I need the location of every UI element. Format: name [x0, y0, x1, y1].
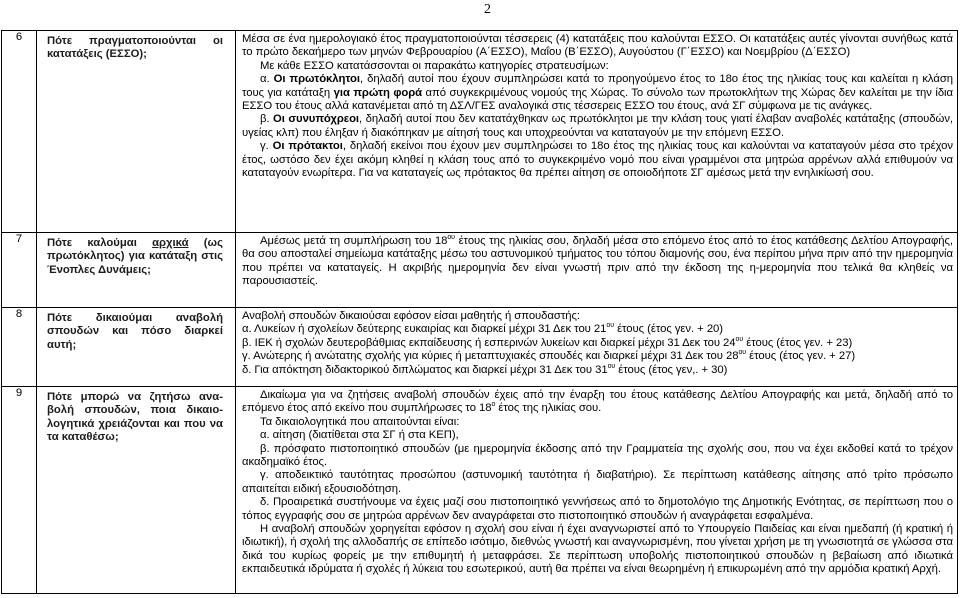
faq-table — [1, 30, 958, 594]
question-cell: Πότε δικαιούμαι αναβολή σπουδών και πόσο διαρκεί αυτή; — [37, 308, 236, 387]
question-cell: Πότε μπορώ να ζητήσω ανα-βολή σπουδών, ποια δικαιο-λογητικά χρειάζονται και που να τα καταθέσω; — [37, 387, 236, 594]
answer-paragraph: Αναβολή σπουδών δικαιούσαι εφόσον είσαι μαθητής ή σπουδαστής: — [242, 310, 580, 322]
row-number: 8 — [2, 308, 37, 387]
answer-cell — [236, 308, 958, 387]
answer-paragraph: Δικαίωμα για να ζητήσεις αναβολή σπουδών έχεις από την έναρξη του έτους κατάθεσης Δελτίου Απογραφής και μετά, δηλαδή από το επόμενο έτος από εκείνο που συμπλήρωσες το $18^o$ έτος της ηλικίας σου. — [242, 389, 953, 415]
answer-paragraph: Τα δικαιολογητικά που απαιτούνται είναι: — [260, 415, 460, 428]
row-number: 7 — [2, 233, 37, 308]
answer-paragraph: α. Οι πρωτόκλητοι, δηλαδή αυτοί που έχουν συμπληρώσει κατά το προηγούμενο έτος το 18ο έτος της ηλικίας τους και καλείται η κλάση τους για κατάταξη για πρώτη φορά από συγκεκριμένους νομούς της Χώρας. Το σύνολο των πρωτοκλήτων της Χώρας δεν καλείται με την ίδια ΕΣΣΟ του έτους αλλά κατανέμεται από τη ΔΣΛ/ΓΕΣ αναλογικά στις τέσσερεις ΕΣΣΟ του έτους, ανά ΣΓ σύμφωνα με τις ανάγκες. — [242, 73, 953, 113]
answer-paragraph: Με κάθε ΕΣΣΟ κατατάσσονται οι παρακάτω κατηγορίες στρατευσίμων: — [260, 59, 609, 72]
list-item: β. ΙΕΚ ή σχολών δευτεροβάθμιας εκπαίδευσης ή εσπερινών λυκείων και διαρκεί μέχρι 31 Δεκ του $24^{o\upsilon}$ έτους (έτος γεν. + 23) — [242, 336, 853, 349]
table-row — [2, 31, 958, 233]
question-cell: Πότε πραγματοποιούνται οι κατατάξεις (ΕΣΣΟ); — [37, 31, 236, 233]
list-item: δ. Προαιρετικά συστήνουμε να έχεις μαζί σου πιστοποιητικό γεννήσεως από το δημοτολόγιο της Δημοτικής Ενότητας, σε περίπτωση που ο τόπος εγγραφής σου σε μητρώα αρρένων δεν αναγράφεται στο πιστοποιητικό σπουδών ή αναγράφεται εσφαλμένα. — [242, 496, 953, 522]
list-item: α. αίτηση (διατίθεται στα ΣΓ ή στα ΚΕΠ), — [260, 429, 459, 442]
answer-paragraph: Αμέσως μετά τη συμπλήρωση του $18^{o\upsilon}$ έτους της ηλικίας σου, δηλαδή μέσα στο επόμενο έτος από το έτος κατάθεσης Δελτίου Απογραφής, θα σου αποσταλεί σημείωμα κατάταξης μέσω του αστυνομικού τμήματος του τόπου διαμονής σου, ένα περίπου μήνα πριν από την ημερομηνία που πρέπει να καταταγείς. Η ακριβής ημερομηνία δεν είναι γνωστή πριν από την έκδοση της η-μερομηνία που τελικά θα κληθείς να παρουσιαστείς. — [242, 234, 953, 288]
list-item: γ. αποδεικτικό ταυτότητας προσώπου (αστυνομική ταυτότητα ή διαβατήριο). Σε περίπτωση κατάθεσης αίτησης από τρίτο πρόσωπο απαιτείται ειδική εξουσιοδότηση. — [242, 469, 953, 495]
list-item: δ. Για απόκτηση διδακτορικού διπλώματος και διαρκεί μέχρι 31 Δεκ του $31^{o\upsilon}$ έτους (έτος γεν,. + 30) — [242, 362, 728, 376]
answer-paragraph: Μέσα σε ένα ημερολογιακό έτος πραγματοποιούνται τέσσερεις (4) κατατάξεις που καλούνται ΕΣΣΟ. Οι κατατάξεις αυτές γίνονται συνήθως κατά το πρώτο δεκαήμερο των μηνών Φεβρουαρίου (Α΄ΕΣΣΟ), Μαΐου (Β΄ΕΣΣΟ), Αυγούστου (Γ΄ΕΣΣΟ) και Νοεμβρίου (Δ΄ΕΣΣΟ) — [242, 33, 953, 59]
answer-paragraph: β. Οι συνυπόχρεοι, δηλαδή αυτοί που δεν κατατάχθηκαν ως πρωτόκλητοι με την κλάση τους γιατί έλαβαν αναβολές κατάταξης (σπουδών, υγείας κλπ) που έληξαν ή διακόπηκαν με αίτησή τους και υποχρεούνται να καταταγούν με την επόμενη ΕΣΣΟ. — [242, 113, 954, 139]
table-row — [2, 308, 958, 387]
list-item: γ. Ανώτερης ή ανώτατης σχολής για κύριες ή μεταπτυχιακές σπουδές και διαρκεί μέχρι 31 Δεκ του $28^{o\upsilon}$ έτους (έτος γεν. + 27) — [242, 349, 856, 363]
answer-paragraph: Η αναβολή σπουδών χορηγείται εφόσον η σχολή σου είναι ή έχει αναγνωριστεί από το Υπουργείο Παιδείας και είναι ημεδαπή (ή κρατική ή ιδιωτική), ή σχολή της αλλοδαπής σε επίπεδο ισότιμο, διεθνώς γνωστή και αναγνωρισμένη, που γίνεται χρήση με τη γνωσιοτητά σε γλώσσα στα δικά του κυρίως φορείς με την επιθυμητή ή μεταφράσει. Σε περίπτωση υποβολής πιστοποιητικού σπουδών η βεβαίωση από ιδιωτικά εκπαιδευτικά ιδρύματα ή σχολές ή λύκεια του εσωτερικού, αυτή θα πρέπει να είναι θεωρημένη ή επικυρωμένη από την αρμόδια κρατική Αρχή. — [242, 523, 953, 576]
page-number: 2 — [484, 2, 491, 17]
table-row — [2, 233, 958, 308]
answer-cell — [236, 233, 958, 308]
row-number: 9 — [2, 387, 37, 594]
answer-cell — [236, 387, 958, 594]
list-item: β. πρόσφατο πιστοποιητικό σπουδών (με ημερομηνία έκδοσης από την Γραμματεία της σχολής σου, που να έχει εκδοθεί κατά το τρέχον ακαδημαϊκό έτος. — [242, 442, 953, 469]
answer-paragraph: γ. Οι πρότακτοι, δηλαδή εκείνοι που έχουν μεν συμπληρώσει το 18ο έτος της ηλικίας τους και καλούνται να καταταγούν μέσα στο τρέχον έτος, ωστόσο δεν έχει ακόμη κληθεί η κλάση τους από το συγκεκριμένο νομό που είναι γραμμένοι στα μητρώα αρρένων αλλά επιθυμούν να καταταγούν ενωρίτερα. Για να καταταγείς ως πρότακτος θα πρέπει αίτηση σε οποιοδήποτε ΣΓ αμέσως μετά την ενηλικίωσή σου. — [242, 140, 953, 180]
answer-cell — [236, 31, 958, 233]
list-item: α. Λυκείων ή σχολείων δεύτερης ευκαιρίας και διαρκεί μέχρι 31 Δεκ του $21^{o\upsilon}$ έτους (έτος γεν. + 20) — [242, 322, 723, 336]
table-row — [2, 387, 958, 594]
question-cell: Πότε καλούμαι αρχικά (ως πρωτόκλητος) για κατάταξη στις Ένοπλες Δυνάμεις; — [37, 233, 236, 308]
row-number: 6 — [2, 31, 37, 233]
